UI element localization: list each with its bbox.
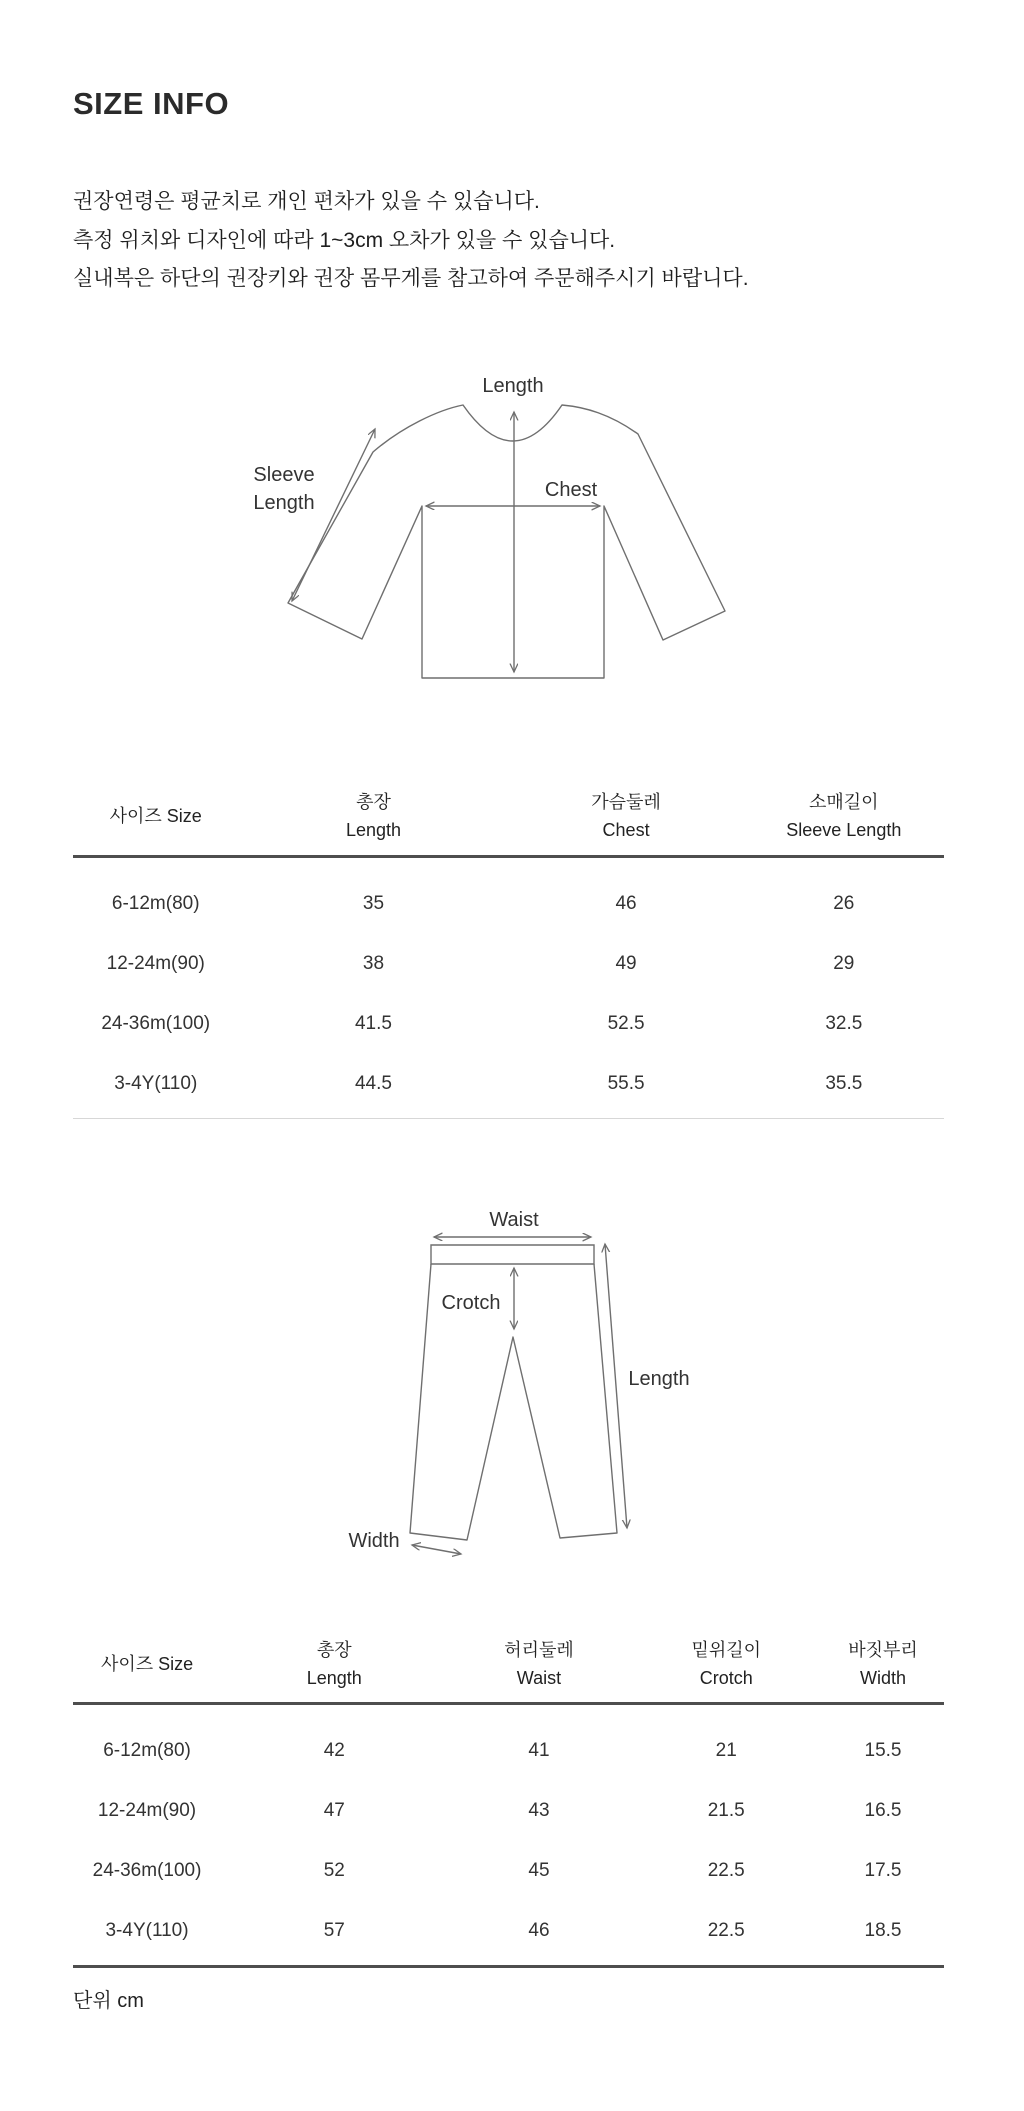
note-line-2: 측정 위치와 디자인에 따라 1~3cm 오차가 있을 수 있습니다. <box>73 228 616 252</box>
top-col-header-size: 사이즈 Size <box>109 805 202 826</box>
bottom-col-header-length-ko: 총장 <box>316 1639 352 1660</box>
bottom-col-header-length-en: Length <box>306 1667 362 1688</box>
top-table-body <box>73 858 944 1119</box>
bottom-col-header-crotch-ko: 밑위길이 <box>691 1639 761 1660</box>
bottom-col-header-size: 사이즈 Size <box>100 1653 194 1674</box>
table-row <box>73 1721 944 1781</box>
size-cell: 6-12m(80) <box>103 1740 191 1761</box>
pants-length-label: Length <box>628 1368 690 1390</box>
top-col-header-length <box>238 788 508 844</box>
width-cell: 18.5 <box>864 1920 902 1941</box>
chest-cell: 46 <box>615 893 637 914</box>
bottom-table-body <box>73 1705 944 1968</box>
table-row <box>73 1781 944 1841</box>
size-cell: 12-24m(90) <box>106 953 205 974</box>
shirt-length-label: Length <box>482 375 544 397</box>
length-cell: 42 <box>323 1740 345 1761</box>
size-cell: 24-36m(100) <box>92 1860 202 1881</box>
bottom-col-header-waist <box>448 1636 631 1692</box>
table-row <box>73 1901 944 1961</box>
page-title: SIZE INFO <box>73 86 230 121</box>
shirt-chest-label: Chest <box>544 479 598 501</box>
top-col-header-chest-ko: 가슴둘레 <box>591 791 661 812</box>
crotch-cell: 22.5 <box>707 1860 745 1881</box>
shirt-diagram <box>270 372 740 682</box>
size-notes <box>73 183 749 299</box>
pants-crotch-label: Crotch <box>441 1292 501 1314</box>
shirt-sleeve-label-line1: Sleeve <box>253 464 315 486</box>
table-row <box>73 1841 944 1901</box>
shirt-sleeve-length-label <box>253 461 314 517</box>
bottom-col-header-width <box>822 1636 944 1692</box>
bottom-col-header-width-en: Width <box>859 1667 906 1688</box>
length-cell: 52 <box>323 1860 345 1881</box>
top-col-header-length-en: Length <box>345 819 402 840</box>
sleeve-cell: 32.5 <box>825 1013 863 1034</box>
length-cell: 44.5 <box>354 1073 392 1094</box>
waist-cell: 43 <box>528 1800 550 1821</box>
bottom-col-header-waist-ko: 허리둘레 <box>504 1639 574 1660</box>
table-row <box>73 934 944 994</box>
sleeve-cell: 35.5 <box>825 1073 863 1094</box>
chest-cell: 55.5 <box>607 1073 645 1094</box>
shirt-outline-shape <box>288 405 725 678</box>
length-cell: 57 <box>323 1920 345 1941</box>
bottom-col-header-length <box>221 1636 447 1692</box>
size-cell: 24-36m(100) <box>101 1013 211 1034</box>
waist-cell: 41 <box>528 1740 550 1761</box>
length-cell: 35 <box>362 893 385 914</box>
bottom-col-header-crotch-en: Crotch <box>699 1667 753 1688</box>
length-cell: 47 <box>323 1800 345 1821</box>
sleeve-cell: 26 <box>833 893 855 914</box>
crotch-cell: 21 <box>715 1740 737 1761</box>
sleeve-cell: 29 <box>833 953 855 974</box>
chest-cell: 49 <box>615 953 637 974</box>
size-cell: 3-4Y(110) <box>114 1073 198 1094</box>
waist-cell: 46 <box>528 1920 550 1941</box>
bottom-table-header-row <box>73 1595 944 1705</box>
bottom-col-header-width-ko: 바짓부리 <box>848 1639 918 1660</box>
note-line-1: 권장연령은 평균치로 개인 편차가 있을 수 있습니다. <box>73 190 540 213</box>
width-cell: 15.5 <box>864 1740 902 1761</box>
hem-width-measure-arrow <box>412 1545 461 1554</box>
size-cell: 12-24m(90) <box>97 1800 197 1821</box>
pants-length-measure-arrow <box>605 1244 627 1528</box>
width-cell: 16.5 <box>864 1800 902 1821</box>
bottom-col-header-waist-en: Waist <box>516 1667 562 1688</box>
top-col-header-sleeve-en: Sleeve Length <box>786 819 902 840</box>
pants-waist-label: Waist <box>489 1209 539 1231</box>
top-size-table <box>73 762 944 1119</box>
top-col-header-sleeve-ko: 소매길이 <box>809 791 879 812</box>
length-cell: 41.5 <box>354 1013 392 1034</box>
top-col-header-sleeve <box>744 788 944 844</box>
crotch-cell: 22.5 <box>707 1920 745 1941</box>
width-cell: 17.5 <box>864 1860 902 1881</box>
waist-cell: 45 <box>528 1860 550 1881</box>
top-table-header-row <box>73 762 944 858</box>
top-col-header-chest-en: Chest <box>602 819 650 840</box>
bottom-col-header-crotch <box>630 1636 822 1692</box>
pants-width-label: Width <box>348 1530 400 1552</box>
top-col-header-chest <box>508 788 743 844</box>
top-col-header-length-ko: 총장 <box>356 791 391 812</box>
length-cell: 38 <box>362 953 385 974</box>
shirt-sleeve-label-line2: Length <box>253 492 315 514</box>
bottom-size-table <box>73 1595 944 1968</box>
pants-waistband-shape <box>431 1245 594 1264</box>
chest-cell: 52.5 <box>607 1013 645 1034</box>
size-cell: 6-12m(80) <box>111 893 200 914</box>
unit-note: 단위 cm <box>73 1990 144 2012</box>
table-row <box>73 994 944 1054</box>
size-cell: 3-4Y(110) <box>105 1920 189 1941</box>
note-line-3: 실내복은 하단의 권장키와 권장 몸무게를 참고하여 주문해주시기 바랍니다. <box>73 267 749 290</box>
table-row <box>73 1054 944 1114</box>
table-row <box>73 874 944 934</box>
crotch-cell: 21.5 <box>707 1800 745 1821</box>
